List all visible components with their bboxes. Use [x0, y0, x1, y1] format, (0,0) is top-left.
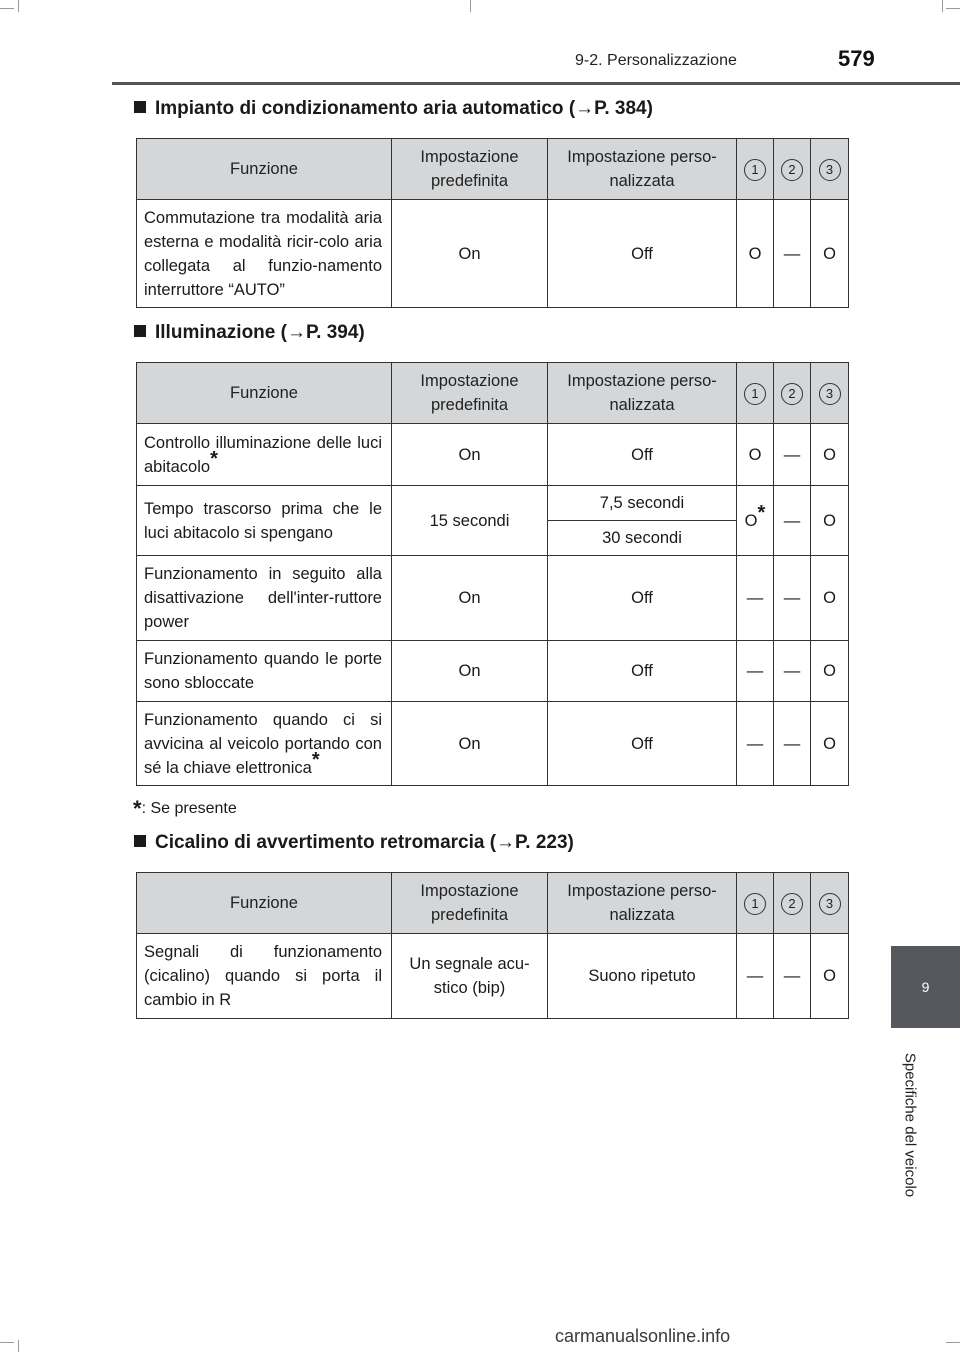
col-1	[737, 363, 774, 424]
crop-mark	[470, 0, 471, 12]
table-header-row	[137, 139, 849, 200]
crop-mark	[946, 1342, 960, 1343]
page-number: 579	[838, 46, 875, 71]
cell-funzione: Tempo trascorso prima che le luci abitacolo si spengano	[137, 486, 392, 556]
cell-c1: O	[737, 200, 774, 308]
col-personalizzata: Impostazione perso-nalizzata	[548, 873, 737, 934]
section-title-climate: Impianto di condizionamento aria automatico (→P. 384)	[134, 98, 653, 120]
section-header: 9-2. Personalizzazione	[575, 52, 737, 69]
crop-mark	[0, 1342, 14, 1343]
bullet-square-icon	[134, 835, 146, 847]
cell-c1: —	[737, 934, 774, 1019]
cell-personalizzata-alt: 30 secondi	[548, 521, 737, 556]
table-row	[137, 702, 849, 786]
col-predefinita: Impostazione predefinita	[392, 363, 548, 424]
col-personalizzata: Impostazione perso-nalizzata	[548, 139, 737, 200]
circled-1-icon: 1	[744, 893, 766, 915]
header-divider	[112, 82, 960, 85]
table-header-row	[137, 873, 849, 934]
cell-c3: O	[811, 556, 849, 641]
circled-1-icon: 1	[744, 159, 766, 181]
col-personalizzata: Impostazione perso-nalizzata	[548, 363, 737, 424]
cell-c1: —	[737, 641, 774, 702]
section-title-reverse-buzzer: Cicalino di avvertimento retromarcia (→P. 223)	[134, 832, 574, 854]
crop-mark	[0, 8, 14, 9]
circled-2-icon: 2	[781, 893, 803, 915]
footnote-asterisk: *	[210, 447, 218, 470]
table-row	[137, 486, 849, 521]
cell-c3: O	[811, 200, 849, 308]
bullet-square-icon	[134, 325, 146, 337]
circled-3-icon: 3	[819, 159, 841, 181]
col-3	[811, 873, 849, 934]
section-title-lighting: Illuminazione (→P. 394)	[134, 322, 365, 344]
cell-personalizzata: Off	[548, 556, 737, 641]
cell-personalizzata: Off	[548, 702, 737, 786]
cell-predefinita: Un segnale acu-stico (bip)	[392, 934, 548, 1019]
cell-c2: —	[774, 200, 811, 308]
cell-funzione: Commutazione tra modalità aria esterna e modalità ricir-colo aria collegata al funzio-namento interruttore “AUTO”	[137, 200, 392, 308]
cell-c2: —	[774, 641, 811, 702]
cell-c3: O	[811, 424, 849, 486]
col-funzione: Funzione	[137, 873, 392, 934]
cell-c2: —	[774, 424, 811, 486]
col-funzione: Funzione	[137, 139, 392, 200]
col-3	[811, 139, 849, 200]
cell-predefinita: On	[392, 702, 548, 786]
cell-personalizzata: Off	[548, 641, 737, 702]
cell-personalizzata: Off	[548, 424, 737, 486]
cell-funzione: Funzionamento quando ci si avvicina al veicolo portando con sé la chiave elettronica*	[137, 702, 392, 786]
footnote	[133, 796, 237, 822]
table-header-row	[137, 363, 849, 424]
cell-personalizzata: 7,5 secondi	[548, 486, 737, 521]
cell-c3: O	[811, 934, 849, 1019]
cell-c1: —	[737, 702, 774, 786]
cell-c3: O	[811, 486, 849, 556]
cell-c2: —	[774, 556, 811, 641]
circled-2-icon: 2	[781, 383, 803, 405]
col-funzione: Funzione	[137, 363, 392, 424]
cell-funzione: Funzionamento quando le porte sono sbloccate	[137, 641, 392, 702]
cell-c1: —	[737, 556, 774, 641]
cell-c1: O*	[737, 486, 774, 556]
table-row	[137, 556, 849, 641]
cell-c1: O	[737, 424, 774, 486]
cell-funzione: Controllo illuminazione delle luci abitacolo*	[137, 424, 392, 486]
footnote-text: : Se presente	[141, 800, 237, 817]
crop-mark	[946, 8, 960, 9]
col-predefinita: Impostazione predefinita	[392, 873, 548, 934]
footer-watermark: carmanualsonline.info	[555, 1326, 731, 1346]
table-row	[137, 641, 849, 702]
cell-personalizzata: Suono ripetuto	[548, 934, 737, 1019]
cell-c2: —	[774, 934, 811, 1019]
cell-funzione: Funzionamento in seguito alla disattivazione dell'inter-ruttore power	[137, 556, 392, 641]
cell-predefinita: On	[392, 556, 548, 641]
col-2	[774, 873, 811, 934]
col-predefinita: Impostazione predefinita	[392, 139, 548, 200]
cell-predefinita: On	[392, 424, 548, 486]
crop-mark	[18, 0, 19, 12]
table-lighting	[136, 362, 849, 786]
col-1	[737, 139, 774, 200]
chapter-tab	[891, 946, 960, 1028]
cell-c2: —	[774, 702, 811, 786]
footnote-mark: *	[133, 796, 142, 821]
table-row	[137, 934, 849, 1019]
cell-funzione: Segnali di funzionamento (cicalino) quando si porta il cambio in R	[137, 934, 392, 1019]
cell-c3: O	[811, 702, 849, 786]
cell-c2: —	[774, 486, 811, 556]
cell-c3: O	[811, 641, 849, 702]
col-3	[811, 363, 849, 424]
table-reverse-buzzer	[136, 872, 849, 1019]
cell-predefinita: On	[392, 641, 548, 702]
circled-3-icon: 3	[819, 893, 841, 915]
cell-predefinita: On	[392, 200, 548, 308]
circled-1-icon: 1	[744, 383, 766, 405]
circled-2-icon: 2	[781, 159, 803, 181]
col-2	[774, 363, 811, 424]
table-climate	[136, 138, 849, 308]
crop-mark	[942, 0, 943, 12]
crop-mark	[18, 1340, 19, 1352]
col-2	[774, 139, 811, 200]
col-1	[737, 873, 774, 934]
table-row	[137, 424, 849, 486]
cell-personalizzata: Off	[548, 200, 737, 308]
bullet-square-icon	[134, 101, 146, 113]
cell-predefinita: 15 secondi	[392, 486, 548, 556]
circled-3-icon: 3	[819, 383, 841, 405]
chapter-number: 9	[921, 979, 930, 995]
chapter-side-label: Specifiche del veicolo	[901, 1052, 919, 1198]
footnote-asterisk: *	[757, 501, 766, 524]
footnote-asterisk: *	[311, 748, 320, 771]
table-row	[137, 200, 849, 308]
